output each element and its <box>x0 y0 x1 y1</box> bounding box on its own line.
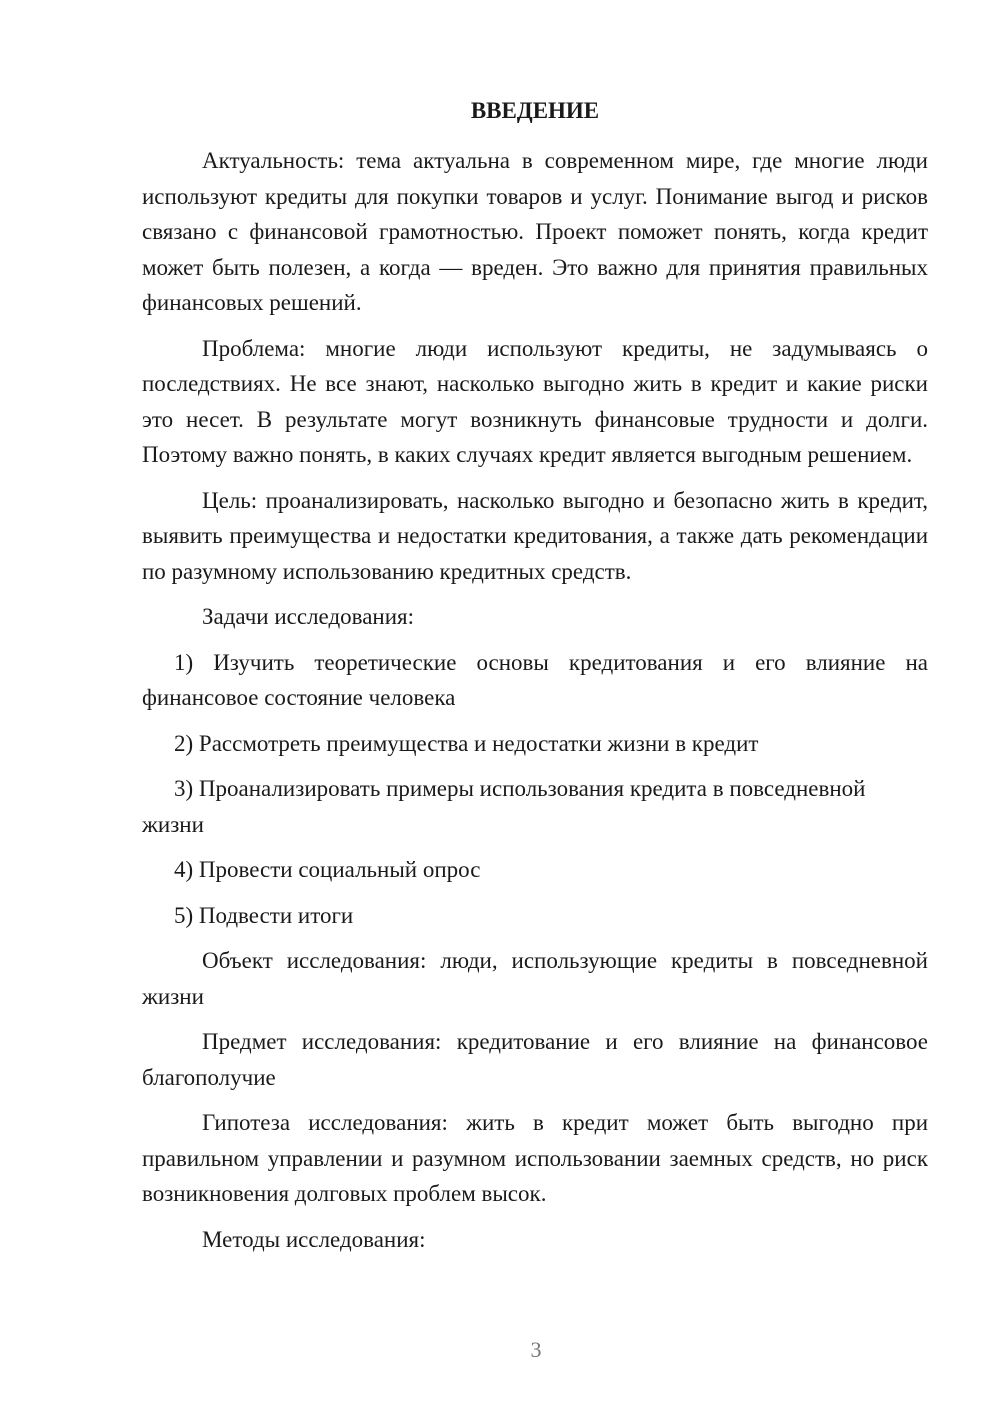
paragraph-subject: Предмет исследования: кредитование и его влияние на финансовое благополучие <box>142 1029 928 1090</box>
task-item-3: 3) Проанализировать примеры использования кредита в повседневной жизни <box>142 776 866 837</box>
task-item-2: 2) Рассмотреть преимущества и недостатки жизни в кредит <box>174 730 759 756</box>
task-item-5: 5) Подвести итоги <box>174 902 354 928</box>
paragraph-hypothesis: Гипотеза исследования: жить в кредит может быть выгодно при правильном управлении и разумном использовании заемных средств, но риск возникновения долговых проблем высок. <box>142 1110 928 1206</box>
paragraph-object: Объект исследования: люди, использующие кредиты в повседневной жизни <box>142 948 928 1009</box>
page-number: 3 <box>530 1337 542 1362</box>
paragraph-problem: Проблема: многие люди используют кредиты, не задумываясь о последствиях. Не все знают, насколько выгодно жить в кредит и какие риски это несет. В результате могут возникнуть финансовые трудности и долги. Поэтому важно понять, в каких случаях кредит является выгодным решением. <box>142 335 928 467</box>
task-item-4: 4) Провести социальный опрос <box>174 857 481 882</box>
section-heading: ВВЕДЕНИЕ <box>470 98 600 123</box>
body-text <box>142 143 928 1267</box>
task-item-1: 1) Изучить теоретические основы кредитования и его влияние на финансовое состояние человека <box>142 649 928 710</box>
paragraph-relevance: Актуальность: тема актуальна в современном мире, где многие люди используют кредиты для покупки товаров и услуг. Понимание выгод и рисков связано с финансовой грамотностью. Проект поможет понять, когда кредит может быть полезен, а когда — вреден. Это важно для принятия правильных финансовых решений. <box>142 148 928 315</box>
paragraph-goal: Цель: проанализировать, насколько выгодно и безопасно жить в кредит, выявить преимущества и недостатки кредитования, а также дать рекомендации по разумному использованию кредитных средств. <box>142 487 928 584</box>
paragraph-tasks-intro: Задачи исследования: <box>202 604 415 629</box>
paragraph-methods: Методы исследования: <box>202 1226 426 1252</box>
